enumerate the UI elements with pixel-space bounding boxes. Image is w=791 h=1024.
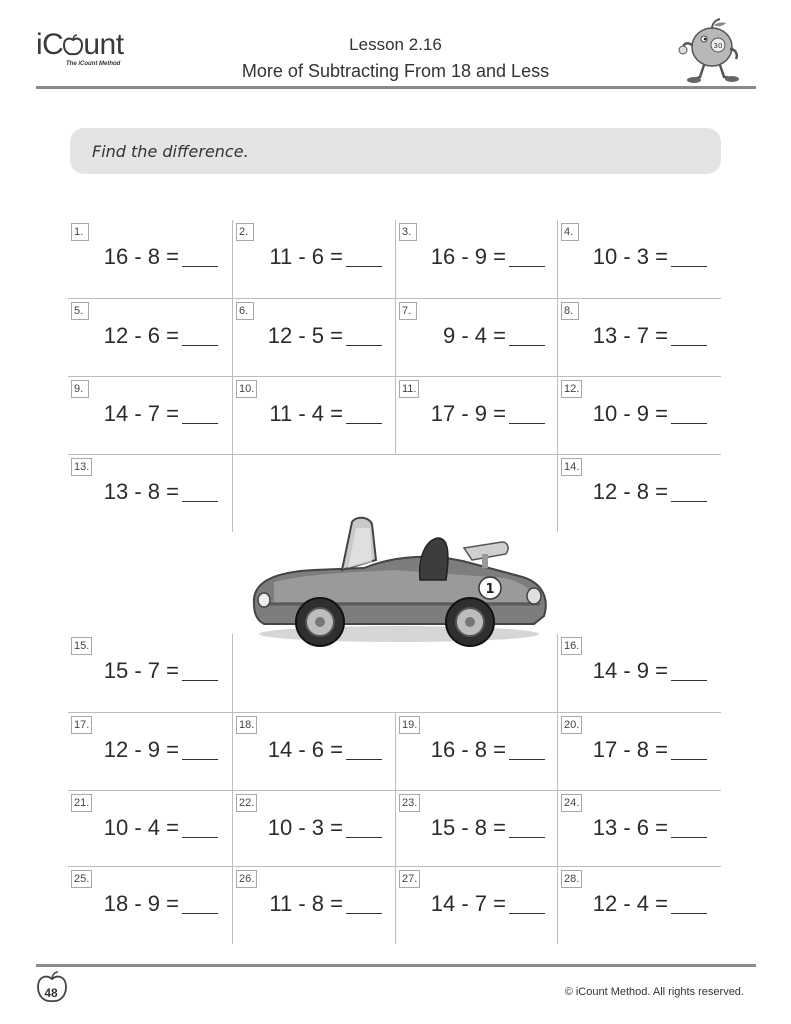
instruction-text: Find the difference.: [92, 142, 249, 161]
answer-blank[interactable]: [182, 820, 218, 838]
problem-number: 23.: [399, 794, 420, 812]
answer-blank[interactable]: [671, 896, 707, 914]
problem-expression: 12 - 6 =: [103, 323, 179, 348]
problem: [232, 376, 396, 454]
problem-number: 22.: [236, 794, 257, 812]
problem-number: 15.: [71, 637, 92, 655]
answer-blank[interactable]: [509, 742, 545, 760]
page-number: 48: [44, 986, 58, 1000]
answer-blank[interactable]: [182, 328, 218, 346]
problem: [395, 866, 559, 944]
answer-blank[interactable]: [346, 896, 382, 914]
problem: [232, 220, 396, 298]
problem-number: 10.: [236, 380, 257, 398]
answer-blank[interactable]: [671, 406, 707, 424]
problem-number: 17.: [71, 716, 92, 734]
problem-number: 19.: [399, 716, 420, 734]
answer-blank[interactable]: [346, 406, 382, 424]
problem-number: 27.: [399, 870, 420, 888]
problem-expression: 14 - 9 =: [592, 658, 668, 683]
answer-blank[interactable]: [346, 742, 382, 760]
problem-expression: 10 - 4 =: [103, 815, 179, 840]
problem: [68, 790, 232, 868]
problem: [557, 298, 721, 376]
problem-expression: 13 - 7 =: [592, 323, 668, 348]
problem: [232, 866, 396, 944]
problem-expression: 10 - 3 =: [267, 815, 343, 840]
problem-number: 7.: [399, 302, 417, 320]
lesson-title: More of Subtracting From 18 and Less: [241, 61, 550, 81]
problem-expression: 15 - 7 =: [103, 658, 179, 683]
problem-expression: 13 - 6 =: [592, 815, 668, 840]
problem-expression: 12 - 5 =: [267, 323, 343, 348]
problem-expression: 12 - 9 =: [103, 737, 179, 762]
problem-expression: 15 - 8 =: [430, 815, 506, 840]
problem: [395, 220, 559, 298]
problem-number: 21.: [71, 794, 92, 812]
problem-expression: 12 - 8 =: [592, 479, 668, 504]
problem: [232, 298, 396, 376]
problem: [68, 454, 232, 532]
problem-expression: 11 - 4 =: [269, 401, 343, 426]
problem-number: 3.: [399, 223, 417, 241]
problem: [68, 866, 232, 944]
problem-expression: 11 - 6 =: [269, 244, 343, 269]
problem-number: 12.: [561, 380, 582, 398]
problem-number: 2.: [236, 223, 254, 241]
problem-expression: 18 - 9 =: [103, 891, 179, 916]
footer-divider: [36, 964, 756, 967]
problem-expression: 17 - 9 =: [430, 401, 506, 426]
problem-number: 8.: [561, 302, 579, 320]
problem-number: 18.: [236, 716, 257, 734]
svg-text:30: 30: [713, 42, 723, 50]
copyright-text: © iCount Method. All rights reserved.: [564, 986, 744, 998]
instruction-banner: [70, 128, 721, 174]
problem-number: 9.: [71, 380, 89, 398]
problem: [68, 220, 232, 298]
problem-expression: 14 - 6 =: [267, 737, 343, 762]
problem: [68, 298, 232, 376]
answer-blank[interactable]: [509, 896, 545, 914]
grid-divider: [232, 634, 233, 712]
car-number: 1: [485, 582, 495, 597]
problem: [557, 712, 721, 790]
logo-tagline: The iCount Method: [66, 61, 121, 67]
answer-blank[interactable]: [509, 820, 545, 838]
answer-blank[interactable]: [182, 896, 218, 914]
problem-number: 28.: [561, 870, 582, 888]
problem-number: 1.: [71, 223, 89, 241]
problem-expression: 12 - 4 =: [592, 891, 668, 916]
answer-blank[interactable]: [671, 328, 707, 346]
problem: [395, 790, 559, 868]
problem-expression: 14 - 7 =: [103, 401, 179, 426]
problem-expression: 16 - 8 =: [430, 737, 506, 762]
problem-expression: 10 - 3 =: [592, 244, 668, 269]
problem: [557, 220, 721, 298]
problem: [395, 376, 559, 454]
problem-expression: 17 - 8 =: [592, 737, 668, 762]
answer-blank[interactable]: [182, 742, 218, 760]
answer-blank[interactable]: [346, 249, 382, 267]
problem-expression: 13 - 8 =: [103, 479, 179, 504]
problem: [557, 454, 721, 532]
answer-blank[interactable]: [509, 406, 545, 424]
problem-expression: 10 - 9 =: [592, 401, 668, 426]
problem-number: 20.: [561, 716, 582, 734]
lesson-number: Lesson 2.16: [349, 35, 442, 54]
problem-number: 24.: [561, 794, 582, 812]
problem: [232, 712, 396, 790]
logo-wordmark: iC unt: [36, 28, 124, 61]
answer-blank[interactable]: [509, 328, 545, 346]
problem: [68, 634, 232, 712]
problem-number: 25.: [71, 870, 92, 888]
problem: [557, 634, 721, 712]
problem-number: 6.: [236, 302, 254, 320]
problem-expression: 11 - 8 =: [269, 891, 343, 916]
answer-blank[interactable]: [182, 249, 218, 267]
problem-expression: 16 - 8 =: [103, 244, 179, 269]
problem: [557, 376, 721, 454]
answer-blank[interactable]: [182, 663, 218, 681]
answer-blank[interactable]: [671, 249, 707, 267]
problem-number: 4.: [561, 223, 579, 241]
problem-number: 13.: [71, 458, 92, 476]
answer-blank[interactable]: [671, 820, 707, 838]
answer-blank[interactable]: [671, 484, 707, 502]
problem: [557, 866, 721, 944]
problem-number: 5.: [71, 302, 89, 320]
header-divider: [36, 86, 756, 89]
problem-number: 14.: [561, 458, 582, 476]
answer-blank[interactable]: [509, 249, 545, 267]
problem: [68, 712, 232, 790]
answer-blank[interactable]: [182, 484, 218, 502]
answer-blank[interactable]: [671, 663, 707, 681]
problem-number: 26.: [236, 870, 257, 888]
problem-number: 11.: [399, 380, 419, 398]
problem: [557, 790, 721, 868]
problem: [68, 376, 232, 454]
problem: [395, 712, 559, 790]
problem-expression: 9 - 4 =: [443, 323, 506, 348]
answer-blank[interactable]: [346, 328, 382, 346]
problem-expression: 14 - 7 =: [430, 891, 506, 916]
apple-mascot-icon: [674, 15, 750, 87]
problem: [395, 298, 559, 376]
answer-blank[interactable]: [182, 406, 218, 424]
problem-expression: 16 - 9 =: [430, 244, 506, 269]
problem-number: 16.: [561, 637, 582, 655]
problem: [232, 790, 396, 868]
answer-blank[interactable]: [346, 820, 382, 838]
race-car-illustration: [244, 512, 554, 652]
answer-blank[interactable]: [671, 742, 707, 760]
